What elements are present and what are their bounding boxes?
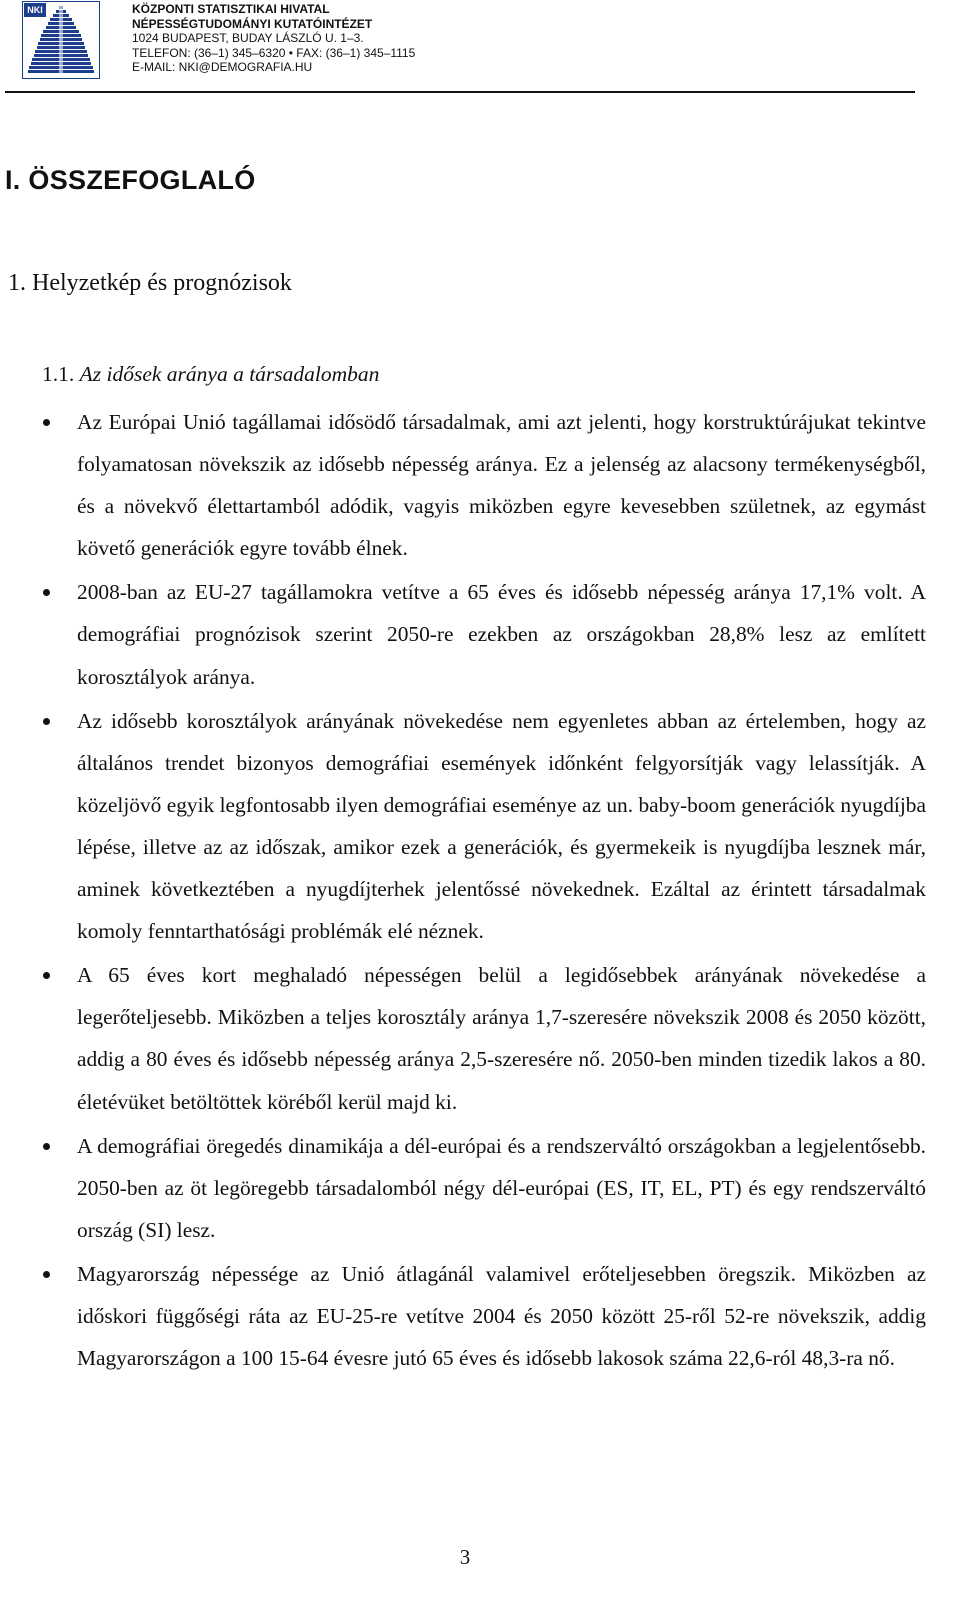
nki-logo <box>22 1 100 79</box>
org-name-line: KÖZPONTI STATISZTIKAI HIVATAL <box>132 2 330 16</box>
chapter-title: I. ÖSSZEFOGLALÓ <box>5 165 256 195</box>
subsection-number: 1.1. <box>42 362 75 386</box>
email-line: E-MAIL: NKI@DEMOGRAFIA.HU <box>132 60 313 75</box>
header-divider <box>5 91 915 93</box>
bullet-item: 2008-ban az EU-27 tagállamokra vetítve a 65 éves és idősebb népesség aránya 17,1% volt. A demográfiai prognózisok szerint 2050-re ezekben az országokban 28,8% lesz az említett korosztályok aránya. <box>77 571 926 697</box>
document-header <box>22 0 942 80</box>
bullet-item: A demográfiai öregedés dinamikája a dél-európai és a rendszerváltó országokban a legjelentősebb. 2050-ben az öt legöregebb társadalomból négy dél-európai (ES, IT, EL, PT) és egy rendszerváltó ország (SI) lesz. <box>77 1125 926 1251</box>
bullet-item: Magyarország népessége az Unió átlagánál valamivel erőteljesebben öregszik. Miközben az időskori függőségi ráta az EU-25-re vetítve 2004 és 2050 között 25-ről 52-re növekszik, addig Magyarországon a 100 15-64 évesre jutó 65 éves és idősebb lakosok száma 22,6-ról 48,3-ra nő. <box>77 1253 926 1379</box>
logo-text: NKI <box>27 5 43 15</box>
bullet-item: Az idősebb korosztályok arányának növekedése nem egyenletes abban az értelemben, hogy az általános trendet bizonyos demográfiai események időnként felgyorsítják vagy lelassítják. A közeljövő egyik legfontosabb ilyen demográfiai eseménye az un. baby-boom generációk nyugdíjba lépése, illetve az az időszak, amikor ezek a generációk, és gyermekeik is nyugdíjba lesznek már, aminek következtében a nyugdíjterhek jelentőssé növekednek. Ezáltal az érintett társadalmak komoly fenntarthatósági problémák elé néznek. <box>77 700 926 953</box>
subsection-title-text: Az idősek aránya a társadalomban <box>79 362 380 386</box>
section-title: 1. Helyzetkép és prognózisok <box>8 270 292 296</box>
page-number: 3 <box>459 1545 471 1569</box>
population-pyramid-icon <box>23 2 99 78</box>
address-line: 1024 BUDAPEST, BUDAY LÁSZLÓ U. 1–3. <box>132 31 364 46</box>
bullet-item: A 65 éves kort meghaladó népességen belül a legidősebbek arányának növekedése a legerőteljesebb. Miközben a teljes korosztály aránya 1,7-szeresére növekszik 2008 és 2050 között, addig a 80 éves és idősebb népesség aránya 2,5-szeresére nő. 2050-ben minden tizedik lakos a 80. életévüket betöltöttek köréből kerül majd ki. <box>77 954 926 1122</box>
subsection-title <box>42 362 379 387</box>
institute-name-line: NÉPESSÉGTUDOMÁNYI KUTATÓINTÉZET <box>132 16 373 31</box>
organization-address <box>132 2 415 75</box>
bullet-item: Az Európai Unió tagállamai idősödő társadalmak, ami azt jelenti, hogy korstruktúrájukat tekintve folyamatosan növekszik az idősebb népesség aránya. Ez a jelenség az alacsony termékenységből, és a növekvő élettartamból adódik, vagyis miközben egyre kevesebben születnek, az egymást követő generációk egyre tovább élnek. <box>77 401 926 569</box>
phone-fax-line: TELEFON: (36–1) 345–6320 • FAX: (36–1) 345–1115 <box>132 45 416 60</box>
summary-bullet-list <box>77 401 926 1381</box>
